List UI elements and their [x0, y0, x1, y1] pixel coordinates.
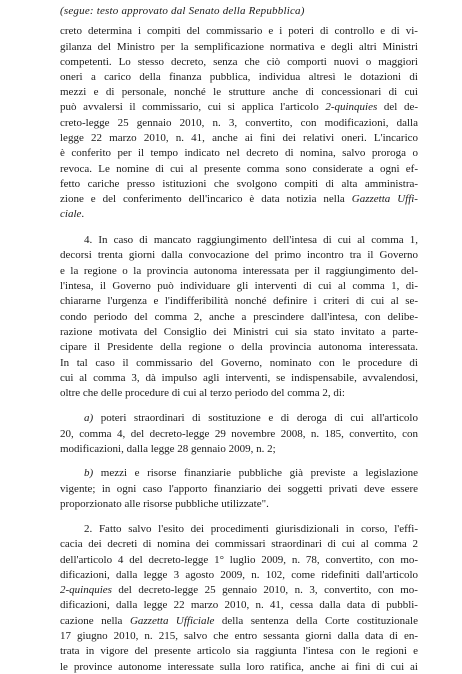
- text-run: le province autonome interessate sulla loro ratifica, anche ai fini di cui ai: [60, 661, 418, 673]
- text-run: 20, comma 4, del decreto-legge 29 novembre 2008, n. 185, convertito, con: [60, 428, 418, 440]
- text-line: [60, 340, 418, 354]
- text-line: [60, 644, 418, 658]
- text-line: [60, 279, 418, 293]
- text-run: In tal caso il commissario del Governo, nominato con le procedure di: [60, 357, 418, 369]
- italic-run: b): [84, 467, 94, 479]
- text-run: vigente; in ogni caso l'apporto finanziario dei soggetti privati deve essere: [60, 483, 418, 495]
- text-run: competenti. Lo stesso decreto, senza che ciò comporti nuovi o maggiori: [60, 56, 418, 68]
- text-run: dificazioni, dalla legge 22 marzo 2010, n. 41, cessa dalla data di pubbli-: [60, 599, 418, 611]
- text-line: [60, 207, 84, 221]
- text-run: e la regione o la provincia autonoma interessata per il raggiungimento del-: [60, 265, 418, 277]
- text-line: [84, 522, 418, 536]
- text-line: [84, 411, 418, 425]
- text-run: legge 22 marzo 2010, n. 41, anche ai fini dei relativi oneri. L'incarico: [60, 132, 419, 144]
- italic-run: Gazzetta Ufficiale: [129, 615, 215, 627]
- text-run: proporzionato alle risorse pubbliche utilizzate".: [60, 498, 269, 510]
- text-line: [60, 371, 418, 385]
- text-line: [60, 386, 345, 400]
- text-run: revoca. Le nomine di cui al presente comma sono considerate a ogni ef-: [60, 163, 419, 175]
- text-line: [60, 442, 276, 456]
- text-run: oltre che delle procedure di cui al terzo periodo del comma 2, di:: [60, 387, 345, 399]
- text-line: [84, 233, 418, 247]
- text-run: cui al comma 3, dà impulso agli interventi, se indispensabile, avvalendosi,: [60, 372, 418, 384]
- text-line: [60, 264, 418, 278]
- text-line: [60, 497, 269, 511]
- text-run: oneri a carico della finanza pubblica, individua altresì le dotazioni di: [60, 71, 418, 83]
- text-run: del decreto-legge 25 gennaio 2010, n. 3, convertito, con mo-: [111, 584, 418, 596]
- text-line: [60, 583, 418, 597]
- text-line: [60, 614, 418, 628]
- text-line: [60, 629, 418, 643]
- text-run: .: [81, 208, 85, 220]
- text-line: [60, 598, 418, 612]
- text-line: [60, 568, 418, 582]
- text-run: cacia dei decreti di nomina dei commissari straordinari di cui al comma 2: [60, 538, 418, 550]
- text-line: [60, 100, 418, 114]
- continuation-note: (segue: testo approvato dal Senato della Repubblica): [60, 5, 305, 17]
- text-line: [60, 325, 418, 339]
- italic-run: Gazzetta Uffi-: [351, 193, 418, 205]
- italic-run: ciale: [60, 208, 82, 220]
- text-run: decorsi trenta giorni dalla convocazione del primo incontro tra il Governo: [60, 249, 418, 261]
- italic-run: 2-quinquies: [325, 101, 378, 113]
- text-run: 2. Fatto salvo l'esito dei procedimenti giurisdizionali in corso, l'effi-: [84, 523, 419, 535]
- text-line: [60, 70, 418, 84]
- text-run: è conferito per il tempo indicato nel decreto di nomina, salvo proroga o: [60, 147, 418, 159]
- text-line: [60, 55, 418, 69]
- text-run: creto-legge 25 gennaio 2010, n. 3, convertito, con modificazioni, dalla: [60, 117, 418, 129]
- text-line: [60, 40, 418, 54]
- text-run: creto determina i compiti del commissario e i poteri di controllo e di vi-: [60, 25, 418, 37]
- text-run: cazione nella: [60, 615, 130, 627]
- italic-run: 2-quinquies: [60, 584, 112, 596]
- text-line: [60, 537, 418, 551]
- text-run: della sentenza della Corte costituzionale: [214, 615, 418, 627]
- text-line: [60, 116, 418, 130]
- text-run: può avvalersi il commissario, cui si applica l'articolo: [60, 101, 326, 113]
- text-run: 4. In caso di mancato raggiungimento dell'intesa di cui al comma 1,: [84, 234, 419, 246]
- text-run: cipare il Presidente della regione o della provincia autonoma interessata.: [60, 341, 419, 353]
- text-line: [60, 294, 418, 308]
- text-run: 17 giugno 2010, n. 215, salvo che entro sessanta giorni dalla data di en-: [60, 630, 419, 642]
- text-line: [60, 660, 418, 674]
- text-run: zione e del conferimento dell'incarico è data notizia nella: [60, 193, 352, 205]
- text-line: [60, 131, 418, 145]
- text-line: [60, 162, 418, 176]
- text-run: del de-: [377, 101, 418, 113]
- text-line: [84, 466, 418, 480]
- text-run: trata in vigore del presente articolo sia raggiunta l'intesa con le regioni e: [60, 645, 418, 657]
- text-line: [60, 248, 418, 262]
- text-line: [60, 192, 418, 206]
- text-run: mezzi e risorse finanziarie pubbliche già previste a legislazione: [93, 467, 419, 479]
- text-run: dell'articolo 4 del decreto-legge 1° luglio 2009, n. 78, convertito, con mo-: [60, 554, 419, 566]
- text-line: [60, 85, 418, 99]
- text-run: poteri straordinari di sostituzione e di deroga di cui all'articolo: [93, 412, 418, 424]
- text-line: [60, 553, 418, 567]
- italic-run: a): [84, 412, 94, 424]
- text-run: condo periodo del comma 2, anche a prescindere dall'intesa, con delibe-: [60, 311, 418, 323]
- text-line: [60, 146, 418, 160]
- text-line: [60, 356, 418, 370]
- text-run: razione motivata del Consiglio dei Ministri cui sia stato invitato a parte-: [60, 326, 419, 338]
- text-line: [60, 177, 418, 191]
- text-run: chiararne l'urgenza e l'indifferibilità nonché definire i criteri di cui al se-: [60, 295, 419, 307]
- text-run: gilanza del Ministro per la semplificazione normativa e degli altri Ministri: [60, 41, 418, 53]
- text-line: [60, 310, 418, 324]
- text-run: fetto cariche presso istituzioni che svolgono compiti di alta amministra-: [60, 178, 419, 190]
- text-run: mezzi e di personale, nonché le strutture anche di concessionari di cui: [60, 86, 418, 98]
- text-run: modificazioni, dalla legge 28 gennaio 2009, n. 2;: [60, 443, 276, 455]
- text-run: dificazioni, dalla legge 3 agosto 2009, n. 102, come ridefiniti dall'articolo: [60, 569, 419, 581]
- text-run: l'intesa, il Governo può individuare gli interventi di cui al comma 1, di-: [60, 280, 418, 292]
- text-line: [60, 482, 418, 496]
- text-line: [60, 24, 418, 38]
- text-line: [60, 427, 418, 441]
